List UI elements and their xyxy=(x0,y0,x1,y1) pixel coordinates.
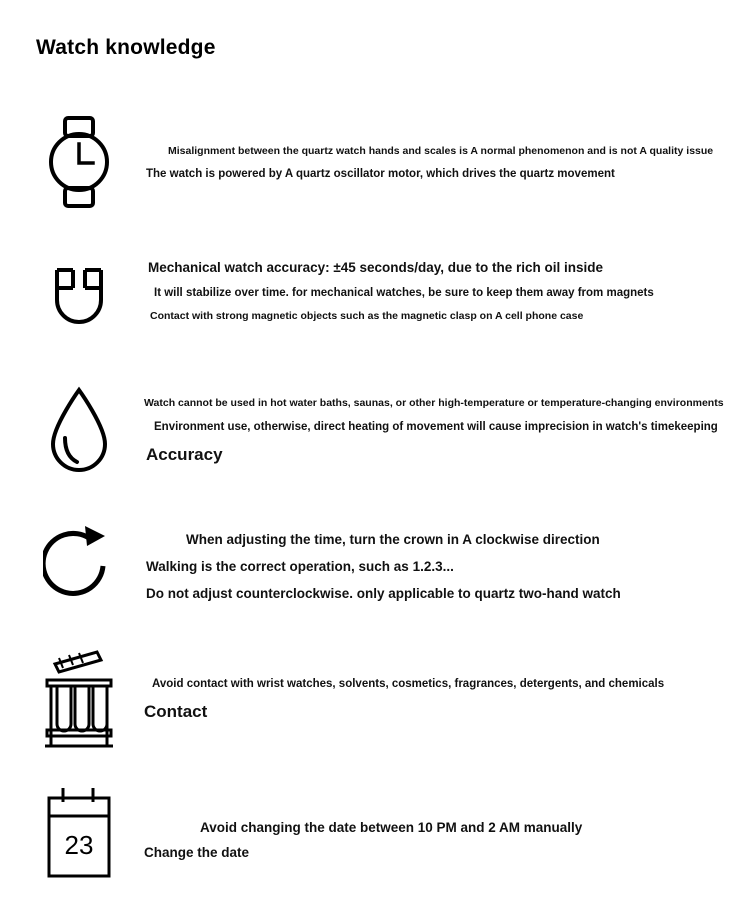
text-line: Environment use, otherwise, direct heating of movement will cause imprecision in watch's timekeeping xyxy=(154,421,718,433)
text-line: Misalignment between the quartz watch hands and scales is A normal phenomenon and is not A quality issue xyxy=(168,145,714,157)
page-title: Watch knowledge xyxy=(36,36,216,59)
text-block-water xyxy=(122,396,746,467)
text-heading: Accuracy xyxy=(146,445,223,464)
text-line: Avoid changing the date between 10 PM and 2 AM manually xyxy=(200,820,583,835)
text-block-chemicals xyxy=(122,676,746,724)
text-line: Change the date xyxy=(144,845,250,860)
section-water xyxy=(0,376,750,486)
text-line: Contact with strong magnetic objects such as the magnetic clasp on A cell phone case xyxy=(150,310,584,322)
test-tube-rack-icon xyxy=(36,646,122,756)
magnet-icon xyxy=(36,258,122,338)
wristwatch-icon xyxy=(36,114,122,210)
water-drop-icon xyxy=(36,382,122,478)
calendar-day: 23 xyxy=(64,830,94,860)
section-quartz xyxy=(0,108,750,218)
text-line: Watch cannot be used in hot water baths, saunas, or other high-temperature or temperature-changing environments xyxy=(144,397,724,409)
text-line: Avoid contact with wrist watches, solvents, cosmetics, fragrances, detergents, and chemicals xyxy=(152,678,665,690)
text-line: It will stabilize over time. for mechanical watches, be sure to keep them away from magnets xyxy=(154,287,654,299)
section-crown xyxy=(0,512,750,622)
text-heading: Contact xyxy=(144,702,208,721)
text-line: Walking is the correct operation, such as 1.2.3... xyxy=(146,559,454,574)
text-block-crown xyxy=(122,530,746,603)
calendar-icon xyxy=(36,786,122,890)
section-magnet xyxy=(0,246,750,356)
text-block-date xyxy=(122,818,746,862)
text-line: Do not adjust counterclockwise. only applicable to quartz two-hand watch xyxy=(146,586,621,601)
text-line: Mechanical watch accuracy: ±45 seconds/day, due to the rich oil inside xyxy=(148,260,604,275)
text-line: When adjusting the time, turn the crown in A clockwise direction xyxy=(186,532,600,547)
text-block-quartz xyxy=(122,144,746,182)
section-date xyxy=(0,782,750,892)
text-line: The watch is powered by A quartz oscillator motor, which drives the quartz movement xyxy=(146,168,615,180)
section-chemicals xyxy=(0,640,750,758)
text-block-magnet xyxy=(122,258,746,324)
clockwise-arrow-icon xyxy=(36,520,122,612)
